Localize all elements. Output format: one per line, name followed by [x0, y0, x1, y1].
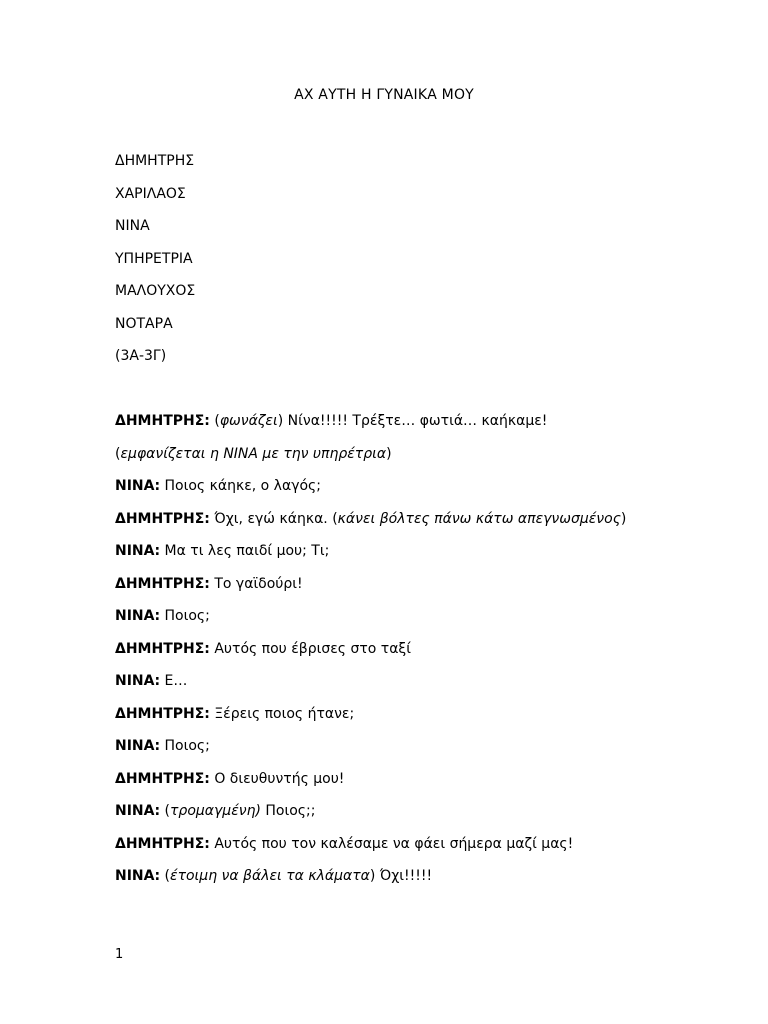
- dialogue-line: [115, 672, 655, 691]
- line-text: Ποιος κάηκε, ο λαγός;: [160, 478, 321, 494]
- line-text: (: [115, 445, 121, 462]
- line-text: Μα τι λες παιδί μου; Τι;: [160, 543, 330, 559]
- cast-item: ΝΙΝΑ: [115, 218, 150, 234]
- cast-item: ΔΗΜΗΤΡΗΣ: [115, 153, 195, 169]
- line-text: (: [209, 413, 220, 429]
- dialogue: [115, 412, 655, 900]
- speaker-name: ΝΙΝΑ:: [115, 543, 161, 559]
- line-text: Ο διευθυντής μου!: [209, 770, 345, 787]
- dialogue-line: [115, 802, 655, 821]
- cast-item: ΥΠΗΡΕΤΡΙΑ: [115, 250, 193, 267]
- line-text: Όχι, εγώ κάηκα. (: [209, 510, 338, 527]
- line-text-end: ) Όχι!!!!!: [369, 868, 433, 884]
- dialogue-line: [115, 510, 655, 529]
- line-text: Ε…: [160, 673, 188, 689]
- dialogue-line: [115, 575, 655, 594]
- line-text: Το γαϊδούρι!: [209, 575, 303, 592]
- dialogue-line: [115, 867, 655, 886]
- line-text: Ποιος;: [160, 738, 210, 754]
- page-title: ΑΧ ΑΥΤΗ Η ΓΥΝΑΙΚΑ ΜΟΥ: [294, 87, 474, 103]
- line-text-end: ): [620, 510, 627, 527]
- line-text: Αυτός που τον καλέσαμε να φάει σήμερα μαζί μας!: [209, 835, 574, 852]
- dialogue-line: [115, 542, 655, 561]
- line-text: (: [160, 803, 170, 819]
- line-text: (: [160, 868, 170, 884]
- cast-item: (3Α-3Γ): [115, 348, 167, 364]
- speaker-name: ΔΗΜΗΤΡΗΣ:: [115, 575, 210, 592]
- line-text: Ξέρεις ποιος ήτανε;: [209, 705, 355, 722]
- stage-direction: έτοιμη να βάλει τα κλάματα: [170, 868, 370, 884]
- dialogue-line: [115, 607, 655, 626]
- dialogue-line: [115, 445, 655, 464]
- dialogue-line: [115, 705, 655, 724]
- speaker-name: ΔΗΜΗΤΡΗΣ:: [115, 413, 210, 429]
- dialogue-line: [115, 477, 655, 496]
- speaker-name: ΝΙΝΑ:: [115, 803, 161, 819]
- speaker-name: ΝΙΝΑ:: [115, 608, 161, 624]
- dialogue-line: [115, 737, 655, 756]
- speaker-name: ΝΙΝΑ:: [115, 738, 161, 754]
- speaker-name: ΔΗΜΗΤΡΗΣ:: [115, 770, 210, 787]
- cast-item: ΧΑΡΙΛΑΟΣ: [115, 185, 186, 202]
- dialogue-line: [115, 770, 655, 789]
- speaker-name: ΝΙΝΑ:: [115, 673, 161, 689]
- cast-item: ΝΟΤΑΡΑ: [115, 315, 173, 332]
- page-number: 1: [115, 947, 124, 962]
- speaker-name: ΔΗΜΗΤΡΗΣ:: [115, 510, 210, 527]
- speaker-name: ΔΗΜΗΤΡΗΣ:: [115, 705, 210, 722]
- dialogue-line: [115, 835, 655, 854]
- line-text: Ποιος;: [160, 608, 210, 624]
- speaker-name: ΔΗΜΗΤΡΗΣ:: [115, 835, 210, 852]
- cast-item: ΜΑΛΟΥΧΟΣ: [115, 283, 196, 299]
- dialogue-line: [115, 412, 655, 431]
- line-text-end: Ποιος;;: [260, 803, 316, 819]
- dialogue-line: [115, 640, 655, 659]
- speaker-name: ΝΙΝΑ:: [115, 478, 161, 494]
- line-text-end: ) Νίνα!!!!! Τρέξτε… φωτιά… καήκαμε!: [277, 413, 548, 429]
- speaker-name: ΝΙΝΑ:: [115, 868, 161, 884]
- speaker-name: ΔΗΜΗΤΡΗΣ:: [115, 640, 210, 657]
- stage-direction: κάνει βόλτες πάνω κάτω απεγνωσμένος: [337, 510, 621, 527]
- stage-direction: τρομαγμένη): [170, 803, 261, 819]
- stage-direction: φωνάζει: [219, 413, 278, 429]
- line-text: Αυτός που έβρισες στο ταξί: [209, 640, 411, 657]
- line-text-end: ): [386, 445, 392, 462]
- cast-list: [115, 152, 195, 380]
- stage-direction: εμφανίζεται η ΝΙΝΑ με την υπηρέτρια: [120, 445, 387, 462]
